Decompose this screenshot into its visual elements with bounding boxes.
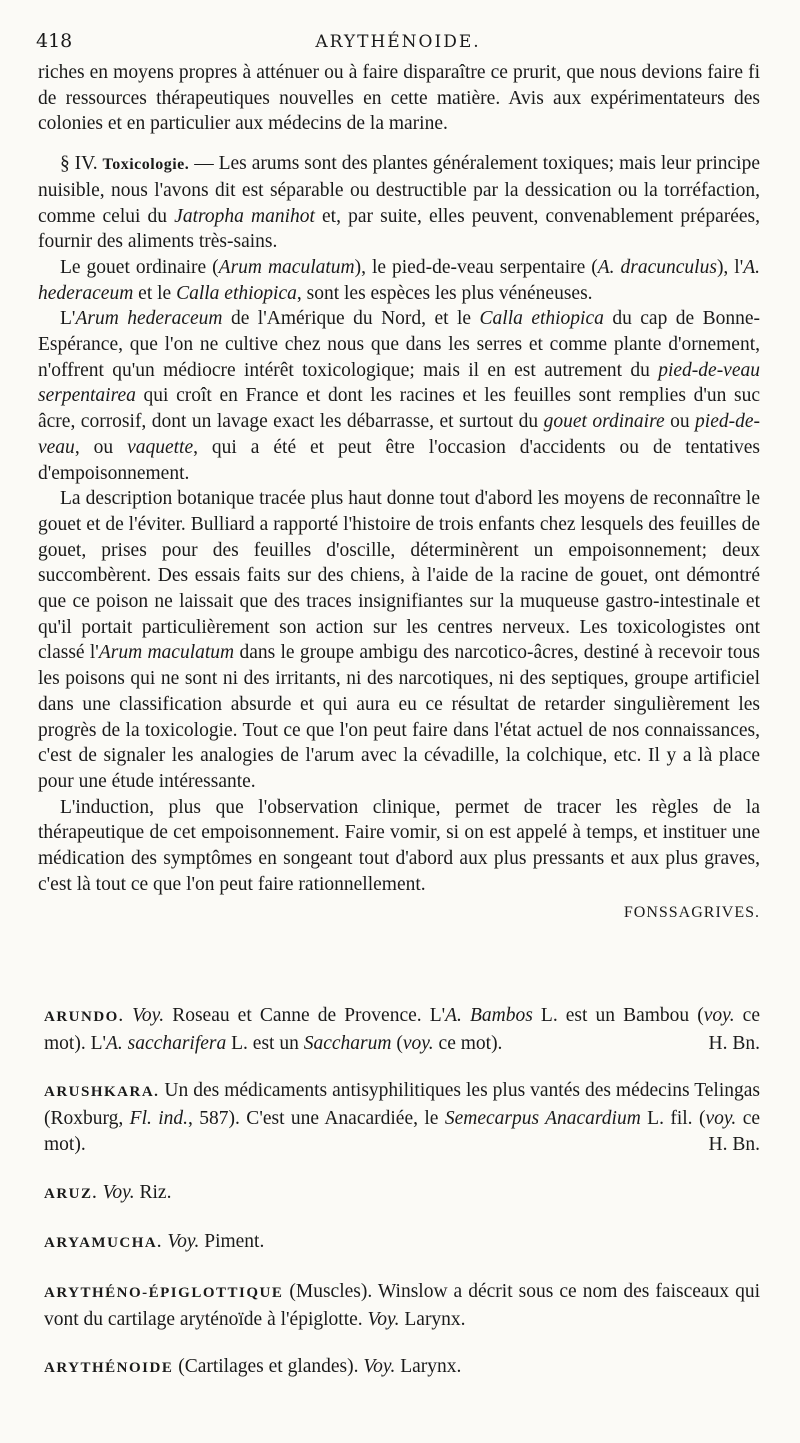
- page-number: 418: [36, 30, 73, 52]
- page-header: [36, 22, 760, 52]
- section-mark: § IV.: [60, 153, 98, 175]
- paragraph: L'Arum hederaceum de l'Amérique du Nord, et le Calla ethiopica du cap de Bonne-Espérance, que l'on ne cultive chez nous que dans les serres et comme plante d'ornement, n'offrent qu'un médiocre intérêt toxicologique; mais il en est autrement du pied-de-veau serpentairea qui croît en France et dont les racines et les feuilles sont remplies d'un suc âcre, corrosif, dont un lavage exact les débarrasse, et surtout du gouet ordinaire ou pied-de-veau, ou vaquette, qui a été et peut être l'occasion d'accidents ou de tentatives d'empoisonnement.: [38, 308, 761, 484]
- entry-arundo: ARUNDO. Voy. Roseau et Canne de Provence. L'A. Bambos L. est un Bambou (voy. ce mot). L'A. saccharifera L. est un Saccharum (voy. ce mot). H. Bn.: [44, 1003, 760, 1056]
- running-title: ARYTHÉNOIDE.: [315, 32, 481, 52]
- entry-term: ARUNDO.: [44, 1009, 125, 1025]
- paragraph: Le gouet ordinaire (Arum maculatum), le pied-de-veau serpentaire (A. dracunculus), l'A. hederaceum et le Calla ethiopica, sont les espèces les plus vénéneuses.: [38, 256, 761, 304]
- entry-term: ARUSHKARA.: [44, 1084, 160, 1101]
- section-title: Toxicologie.: [102, 156, 190, 174]
- entry-term: ARYTHÉNOIDE: [44, 1360, 174, 1377]
- paragraph-toxicologie: § IV. Toxicologie. — Les arums sont des plantes généralement toxiques; mais leur principe nuisible, nous l'avons dit est séparable ou destructible par la dessication ou la torréfaction, comme celui du Jatropha manihot et, par suite, elles peuvent, convenablement préparées, fournir des aliments très-sains.: [38, 153, 760, 253]
- entry-author: H. Bn.: [708, 1133, 760, 1155]
- dictionary-entries: [44, 1003, 760, 1404]
- entry-aryamucha: ARYAMUCHA. Voy. Piment.: [44, 1231, 265, 1253]
- entry-term: ARUZ.: [44, 1185, 98, 1202]
- paragraph: riches en moyens propres à atténuer ou à faire disparaître ce prurit, que nous devions faire fi de ressources thérapeutiques nouvelles en cette matière. Avis aux expérimentateurs des colonies et en particulier aux médecins de la marine.: [38, 62, 760, 135]
- author-signature: FONSSAGRIVES.: [623, 903, 760, 921]
- paragraph: La description botanique tracée plus haut donne tout d'abord les moyens de reconnaître le gouet et de l'éviter. Bulliard a rapporté l'histoire de trois enfants chez lesquels des feuilles de gouet, prises pour des feuilles d'oscille, déterminèrent un empoisonnement; deux succombèrent. Des essais faits sur des chiens, à l'aide de la racine de gouet, ont démontré que ce poison ne laissait que des traces insignifiantes sur la muqueuse gastro-intestinale et qu'il portait particulièrement son action sur les centres nerveux. Les toxicologistes ont classé l'Arum maculatum dans le groupe ambigu des narcotico-âcres, destiné à recevoir tous les poisons qui ne sont ni des irritants, ni des narcotiques, ni des septiques, groupe artificiel dans une classification absurde et qui aura eu ce résultat de retarder singulièrement les progrès de la toxicologie. Tout ce que l'on peut faire dans l'état actuel de nos connaissances, c'est de signaler les analogies de l'arum avec la cévadille, la colchique, etc. Il y a là place pour une étude intéressante.: [38, 488, 760, 792]
- article-body: [38, 60, 760, 925]
- entry-arythenoide: ARYTHÉNOIDE (Cartilages et glandes). Voy. Larynx.: [44, 1356, 462, 1378]
- entry-arushkara: ARUSHKARA. Un des médicaments antisyphilitiques les plus vantés des médecins Telingas (Roxburg, Fl. ind., 587). C'est une Anacardiée, le Semecarpus Anacardium L. fil. (voy. ce mot). H. Bn.: [44, 1078, 760, 1157]
- entry-author: H. Bn.: [708, 1032, 760, 1054]
- entry-arytheno-epiglottique: ARYTHÉNO-ÉPIGLOTTIQUE (Muscles). Winslow a décrit sous ce nom des faisceaux qui vont du cartilage aryténoïde à l'épiglotte. Voy. Larynx.: [44, 1280, 760, 1330]
- entry-aruz: ARUZ. Voy. Riz.: [44, 1181, 172, 1203]
- entry-term: ARYAMUCHA.: [44, 1235, 163, 1252]
- entry-term: ARYTHÉNO-ÉPIGLOTTIQUE: [44, 1284, 284, 1301]
- paragraph: L'induction, plus que l'observation clinique, permet de tracer les règles de la thérapeutique de cet empoisonnement. Faire vomir, si on est appelé à temps, et instituer une médication des symptômes en songeant tout d'abord aux plus pressants et aux plus graves, c'est là tout ce que l'on peut faire rationnellement.: [38, 796, 760, 895]
